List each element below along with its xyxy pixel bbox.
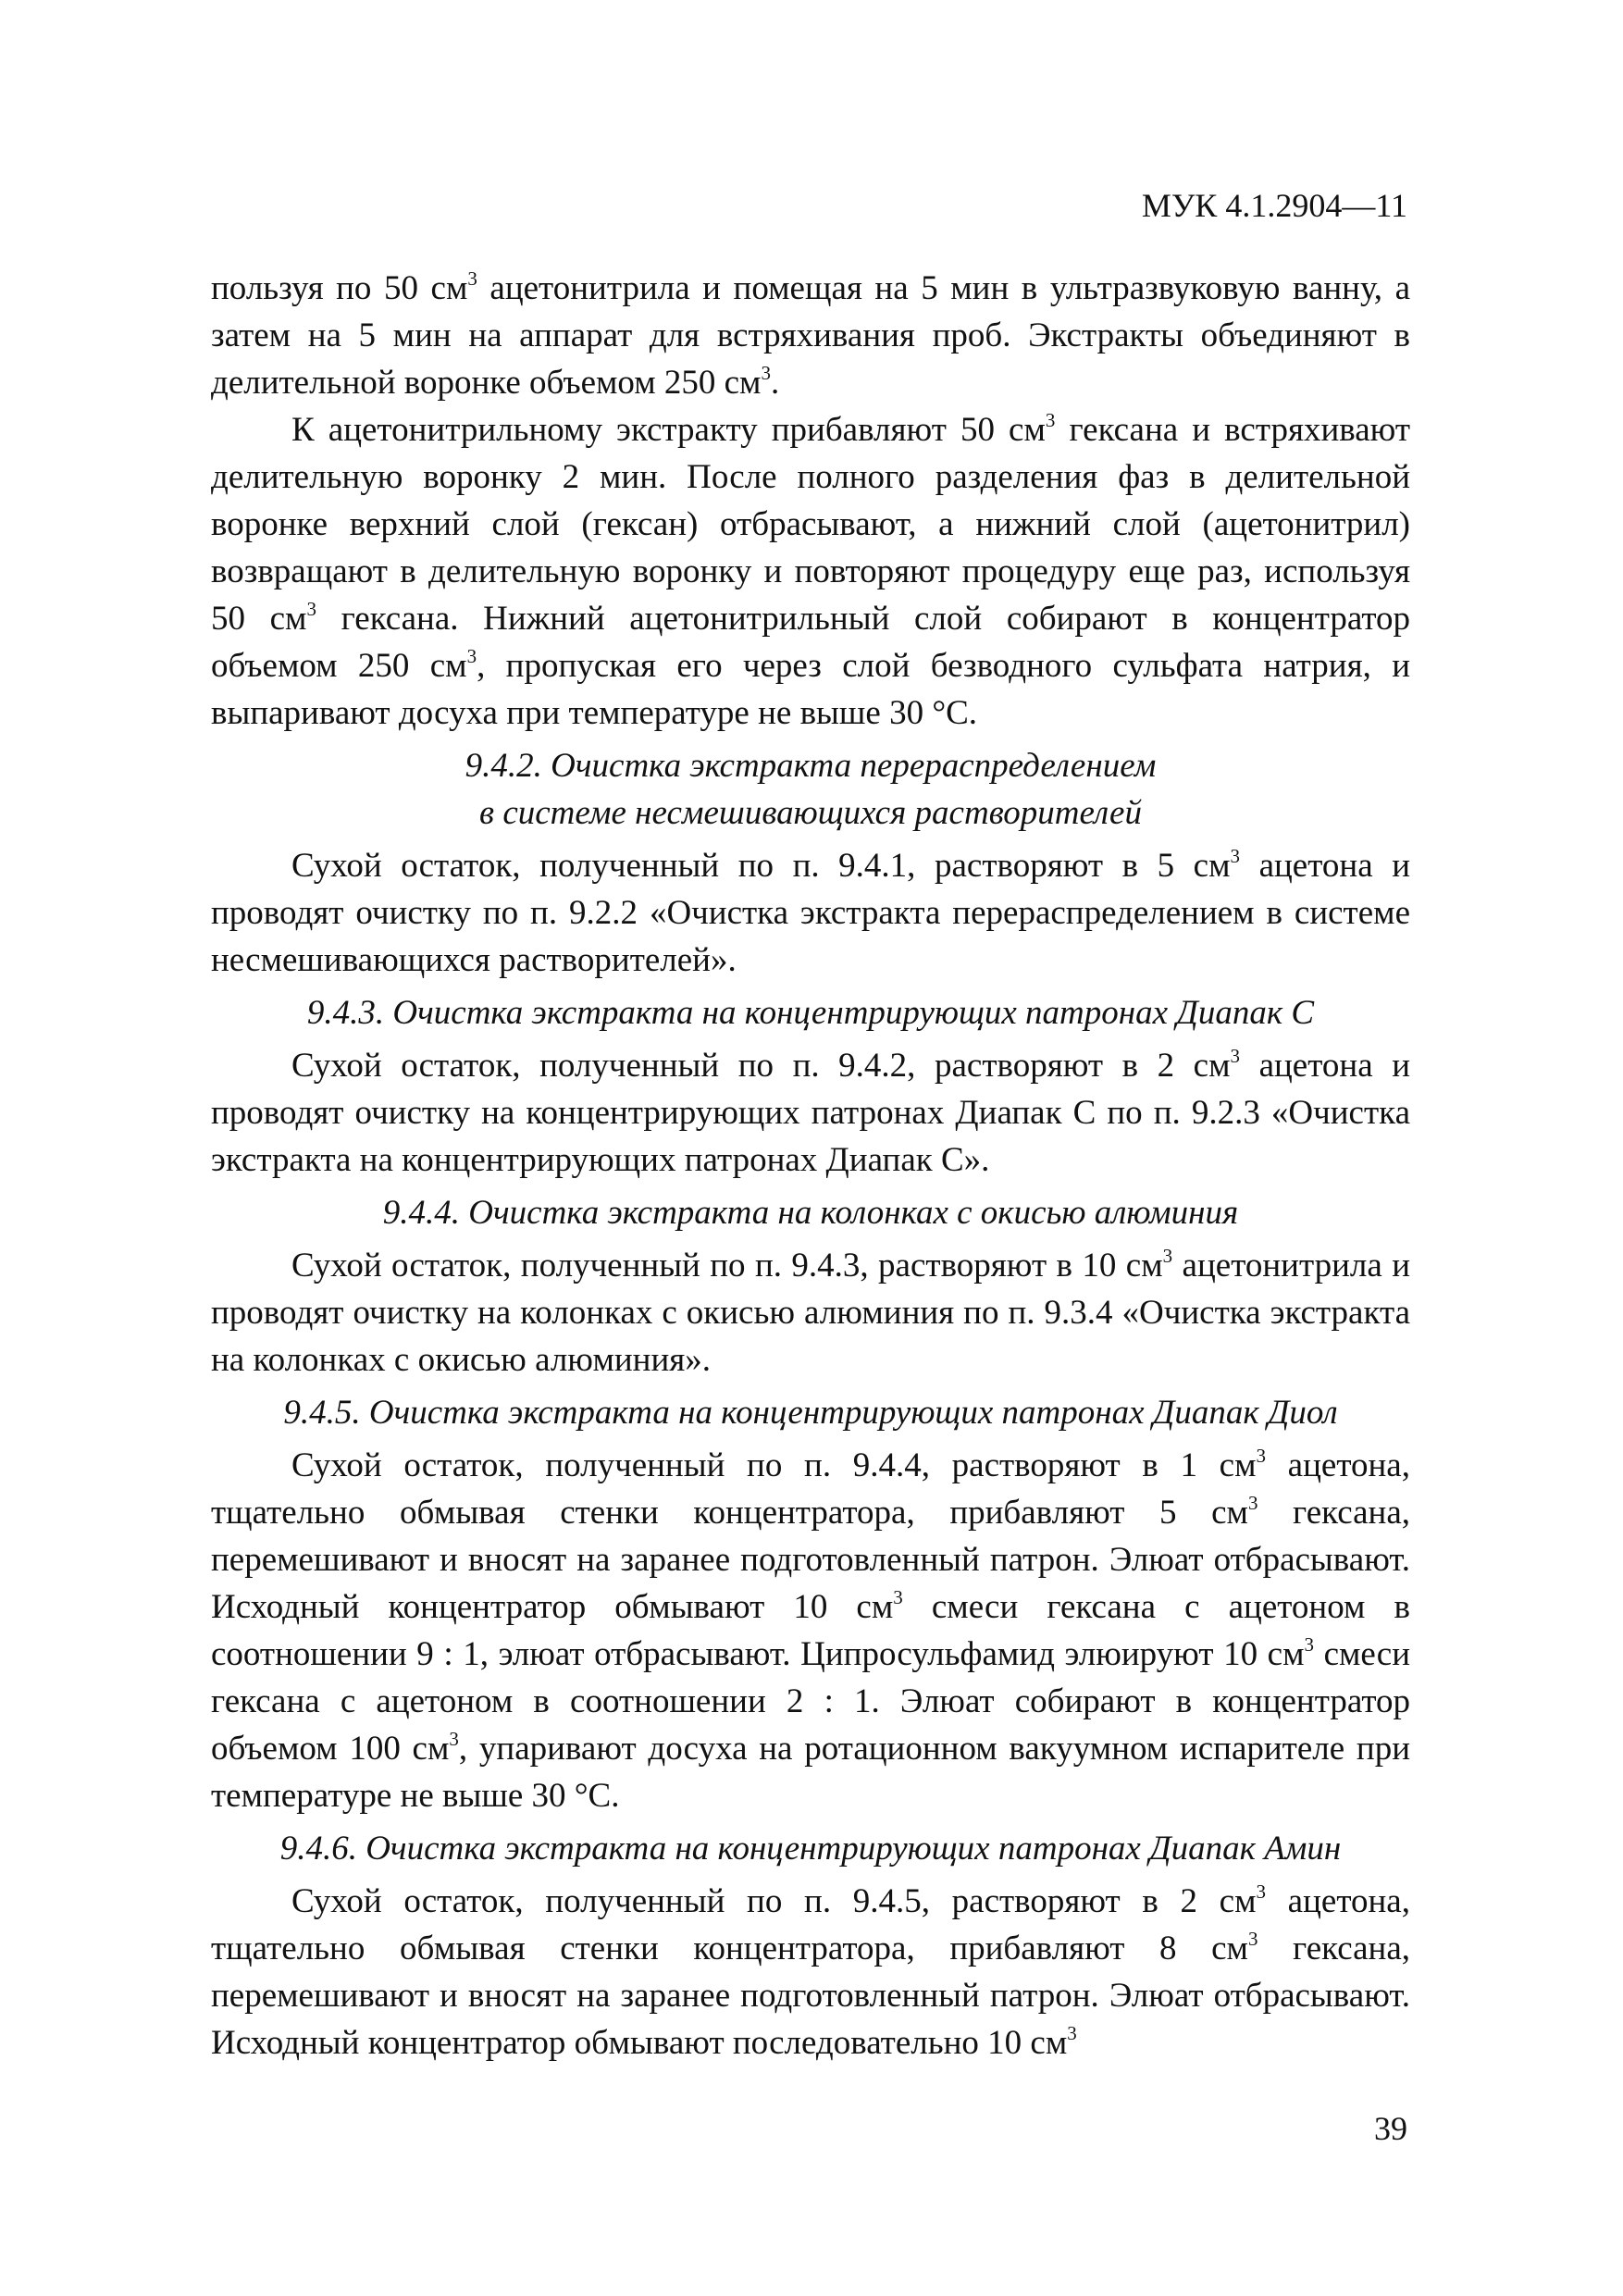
page-number: 39 (1374, 2110, 1407, 2147)
document-header: МУК 4.1.2904—11 (1141, 187, 1407, 224)
section-heading-9-4-4: 9.4.4. Очистка экстракта на колонках с окисью алюминия (382, 1194, 1239, 1232)
paragraph-acetonitrile-extract: К ацетонитрильному экстракту прибавляют 50 $см^3$ гексана и встряхивают делительную воронку 2 мин. После полного разделения фаз в делительной воронке верхний слой (гексан) отбрасывают, а нижний слой (ацетонитрил) возвращают в делительную воронку и повторяют процедуру еще раз, используя 50 $см^3$ гексана. Нижний ацетонитрильный слой собирают в концентратор объемом 250 $см^3$, пропуская его через слой безводного сульфата натрия, и выпаривают досуха при температуре не выше 30 °С. (211, 409, 1411, 732)
paragraph-9-4-6: Сухой остаток, полученный по п. 9.4.5, растворяют в 2 $см^3$ ацетона, тщательно обмывая стенки концентратора, прибавляют 8 $см^3$ гексана, перемешивают и вносят на заранее подготовленный патрон. Элюат отбрасывают. Исходный концентратор обмывают последовательно 10 $см^3$ (211, 1880, 1410, 2062)
page-content (211, 265, 1410, 2066)
section-heading-9-4-6: 9.4.6. Очистка экстракта на концентрирующих патронах Диапак Амин (279, 1830, 1342, 1868)
section-heading-9-4-2: 9.4.2. Очистка экстракта перераспределением в системе несмешивающихся растворителей (465, 747, 1157, 832)
paragraph-9-4-4: Сухой остаток, полученный по п. 9.4.3, растворяют в 10 $см^3$ ацетонитрила и проводят очистку на колонках с окисью алюминия по п. 9.3.4 «Очистка экстракта на колонках с окисью алюминия». (211, 1245, 1410, 1379)
paragraph-9-4-5: Сухой остаток, полученный по п. 9.4.4, растворяют в 1 $см^3$ ацетона, тщательно обмывая стенки концентратора, прибавляют 5 $см^3$ гексана, перемешивают и вносят на заранее подготовленный патрон. Элюат отбрасывают. Исходный концентратор обмывают 10 $см^3$ смеси гексана с ацетоном в соотношении 9 : 1, элюат отбрасывают. Ципросульфамид элюируют 10 $см^3$ смеси гексана с ацетоном в соотношении 2 : 1. Элюат собирают в концентратор объемом 100 $см^3$, упаривают досуха на ротационном вакуумном испарителе при температуре не выше 30 °С. (211, 1445, 1411, 1815)
section-heading-9-4-3: 9.4.3. Очистка экстракта на концентрирующих патронах Диапак С (306, 994, 1315, 1032)
paragraph-continuation: пользуя по 50 $см^3$ ацетонитрила и помещая на 5 мин в ультразвуковую ванну, а затем на 5 мин на аппарат для встряхивания проб. Экстракты объединяют в делительной воронке объемом 250 $см^3$. (211, 267, 1410, 402)
paragraph-9-4-3: Сухой остаток, полученный по п. 9.4.2, растворяют в 2 $см^3$ ацетона и проводят очистку на концентрирующих патронах Диапак С по п. 9.2.3 «Очистка экстракта на концентрирующих патронах Диапак С». (211, 1045, 1410, 1179)
paragraph-9-4-2: Сухой остаток, полученный по п. 9.4.1, растворяют в 5 $см^3$ ацетона и проводят очистку по п. 9.2.2 «Очистка экстракта перераспределением в системе несмешивающихся растворителей». (211, 845, 1410, 979)
section-heading-9-4-5: 9.4.5. Очистка экстракта на концентрирующих патронах Диапак Диол (283, 1394, 1338, 1432)
